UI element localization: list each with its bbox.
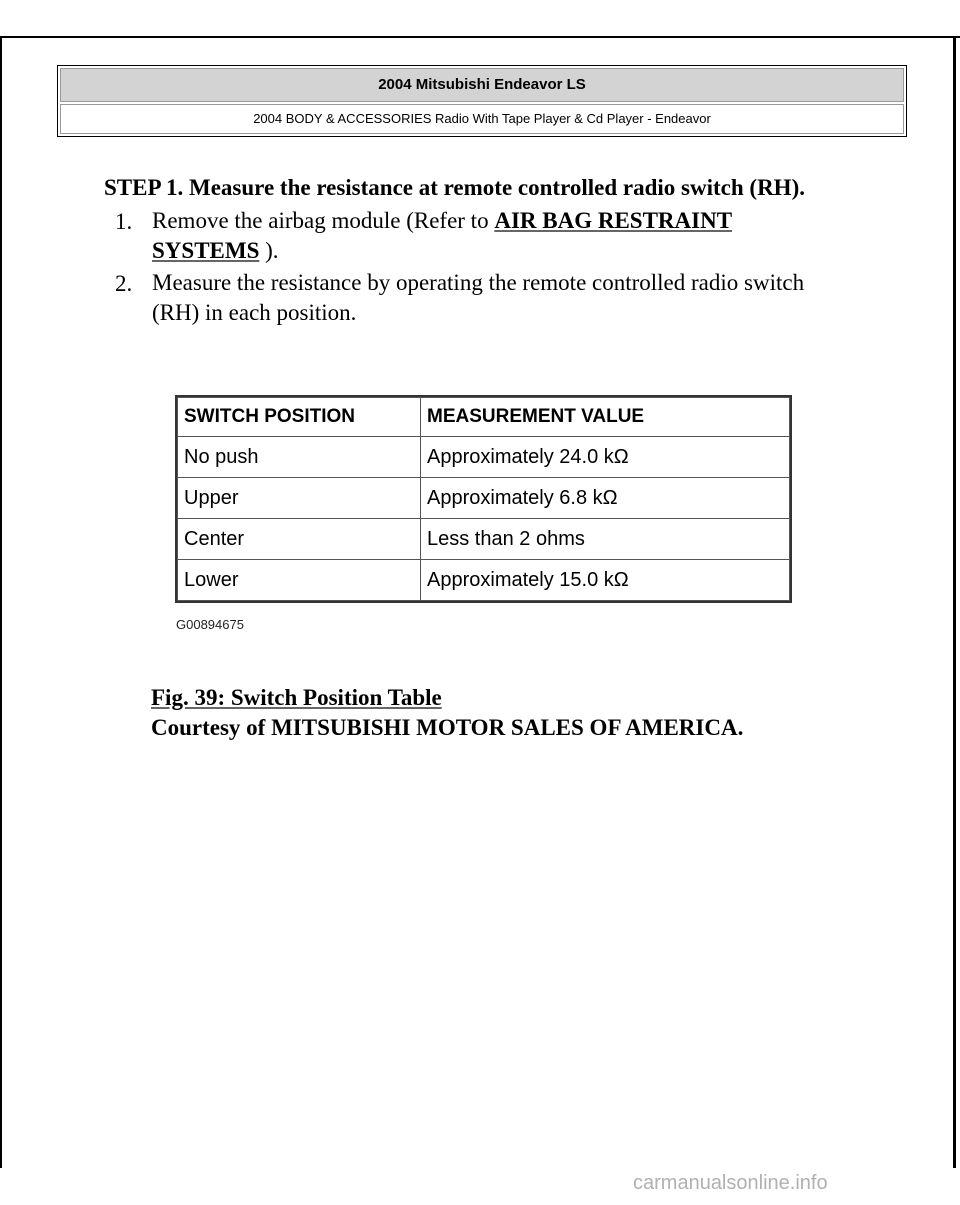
page-frame-top: [0, 36, 960, 38]
table-cell: Approximately 15.0 kΩ: [421, 560, 790, 601]
page-frame-right: [953, 36, 956, 1168]
list-item-text: Remove the airbag module (Refer to: [152, 208, 495, 233]
figure-title-link[interactable]: Fig. 39: Switch Position Table: [151, 685, 442, 710]
table-cell: Approximately 24.0 kΩ: [421, 437, 790, 478]
table-cell: Less than 2 ohms: [421, 519, 790, 560]
table-row: [178, 437, 790, 478]
air-bag-restraint-link[interactable]: AIR BAG RESTRAINT: [494, 208, 733, 233]
systems-link[interactable]: SYSTEMS: [152, 238, 260, 263]
list-item-number: 1.: [115, 209, 133, 234]
table-row: [178, 519, 790, 560]
list-item-1: [152, 206, 872, 266]
header-title: 2004 Mitsubishi Endeavor LS: [60, 68, 904, 102]
table-header-row: [178, 398, 790, 437]
table-header: MEASUREMENT VALUE: [421, 398, 790, 437]
table-row: [178, 478, 790, 519]
image-code: G00894675: [176, 617, 244, 632]
figure-courtesy: Courtesy of MITSUBISHI MOTOR SALES OF AMERICA.: [151, 715, 744, 740]
page-frame-left: [0, 36, 2, 1168]
list-item-number: 2.: [115, 271, 133, 296]
step-heading: STEP 1. Measure the resistance at remote controlled radio switch (RH).: [104, 175, 805, 200]
table-cell: Upper: [178, 478, 421, 519]
list-item-line: Measure the resistance by operating the remote controlled radio switch: [152, 270, 805, 295]
list-item-2: [152, 268, 912, 328]
document-header: [57, 65, 907, 137]
figure-caption: [151, 683, 743, 743]
table-cell: No push: [178, 437, 421, 478]
table-cell: Lower: [178, 560, 421, 601]
header-subtitle: 2004 BODY & ACCESSORIES Radio With Tape Player & Cd Player - Endeavor: [60, 104, 904, 134]
table-cell: Center: [178, 519, 421, 560]
switch-position-table: [175, 395, 792, 603]
table-row: [178, 560, 790, 601]
table-cell: Approximately 6.8 kΩ: [421, 478, 790, 519]
footer-watermark: carmanualsonline.info: [633, 1172, 828, 1194]
list-item-line: (RH) in each position.: [152, 300, 357, 325]
list-item-text: ).: [259, 238, 279, 263]
table-header: SWITCH POSITION: [178, 398, 421, 437]
